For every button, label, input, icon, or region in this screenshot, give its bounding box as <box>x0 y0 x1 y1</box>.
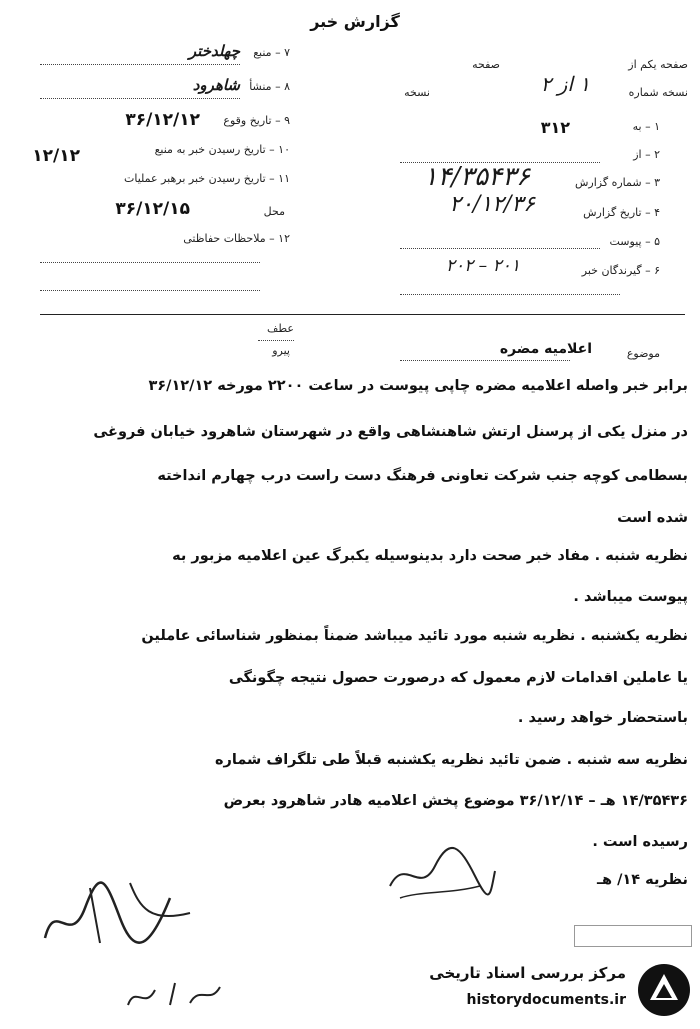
field-value-recipients: ۲۰۱ – ۲۰۲ <box>445 256 520 276</box>
field-value-to: ۳۱۲ <box>540 118 570 137</box>
field-label-source-receipt-date: ۱۰ – تاریخ رسیدن خبر به منبع <box>154 143 290 156</box>
field-label-place: محل <box>263 205 285 218</box>
subject-value: اعلامیه مضره <box>499 341 592 357</box>
field-label-event-date: ۹ – تاریخ وقوع <box>223 114 290 127</box>
watermark-url: historydocuments.ir <box>466 992 626 1008</box>
dotted-line <box>400 294 620 295</box>
field-suffix-copy: نسخه <box>404 86 430 99</box>
field-label-page: صفحه یکم از <box>628 58 688 71</box>
dotted-line <box>40 64 240 65</box>
field-label-report-date: ۴ – تاریخ گزارش <box>583 206 660 219</box>
field-value-source-receipt-date: ۱۲/۱۲ <box>32 146 80 166</box>
field-value-event-date: ۳۶/۱۲/۱۲ <box>125 110 200 130</box>
field-label-copy: نسخه شماره <box>628 86 688 99</box>
watermark <box>402 962 692 1022</box>
body-line: بسطامی کوچه جنب شرکت تعاونی فرهنگ دست راست درب چهارم انداخته <box>157 468 688 484</box>
signature-scribble <box>120 975 230 1015</box>
field-label-report-number: ۳ – شماره گزارش <box>574 176 660 189</box>
archive-stamp <box>574 925 692 947</box>
body-line: شده است <box>617 510 688 526</box>
dotted-line <box>40 262 260 263</box>
dotted-line <box>400 248 600 249</box>
document-title: گزارش خبر <box>310 12 400 31</box>
field-suffix-page: صفحه <box>472 58 500 71</box>
field-value-report-number: ۱۴/۳۵۴۳۶ <box>423 162 530 192</box>
header-separator <box>40 314 685 315</box>
field-label-security-notes: ۱۲ – ملاحظات حفاظتی <box>183 232 290 245</box>
watermark-persian: مرکز بررسی اسناد تاریخی <box>429 964 626 982</box>
body-line: پیوست میباشد . <box>573 589 688 605</box>
field-label-origin: ۸ – منشأ <box>249 80 290 93</box>
field-label-source: ۷ – منبع <box>253 46 290 59</box>
body-line: نظریه ۱۴/ هـ <box>597 872 688 888</box>
field-value-origin: شاهرود <box>192 76 240 94</box>
field-label-attachment: ۵ – پیوست <box>609 235 660 248</box>
field-value-report-date: ۲۰/۱۲/۳۶ <box>449 192 535 217</box>
field-label-ops-receipt-date: ۱۱ – تاریخ رسیدن خبر برهبر عملیات <box>124 172 290 185</box>
field-value-source: چهلدختر <box>188 42 240 60</box>
body-line: برابر خبر واصله اعلامیه مضره چاپی پیوست در ساعت ۲۲۰۰ مورخه ۳۶/۱۲/۱۲ <box>148 378 688 394</box>
body-line: رسیده است . <box>592 834 688 850</box>
dotted-line <box>40 290 260 291</box>
body-line: باستحضار خواهد رسید . <box>517 710 688 726</box>
body-line: یا عاملین اقدامات لازم معمول که درصورت حصول نتیجه چگونگی <box>228 670 688 686</box>
side-note-reference: عطف <box>267 322 294 335</box>
field-value-place: ۳۶/۱۲/۱۵ <box>115 199 190 219</box>
body-line: نظریه شنبه . مفاد خبر صحت دارد بدینوسیله یکبرگ عین اعلامیه مزبور به <box>172 548 688 564</box>
dotted-line <box>258 340 294 341</box>
field-value-copy: ۱ از ۲ <box>540 72 590 96</box>
body-line: نظریه سه شنبه . ضمن تائید نظریه یکشنبه قبلاً طی تلگراف شماره <box>214 752 688 768</box>
archive-logo-icon <box>636 962 692 1018</box>
side-note-following: پیرو <box>272 344 290 357</box>
body-line: در منزل یکی از پرسنل ارتش شاهنشاهی واقع در شهرستان شاهرود خیابان فروغی <box>93 424 688 440</box>
field-label-to: ۱ – به <box>632 120 660 133</box>
dotted-line <box>40 98 240 99</box>
field-label-recipients: ۶ – گیرندگان خبر <box>581 264 660 277</box>
signature-scribble <box>380 836 500 906</box>
field-label-from: ۲ – از <box>633 148 660 161</box>
dotted-line <box>400 360 570 361</box>
subject-label: موضوع <box>626 347 660 360</box>
body-line: نظریه یکشنبه . نظریه شنبه مورد تائید میباشد ضمناً بمنظور شناسائی عاملین <box>141 628 688 644</box>
body-line: ۱۴/۳۵۴۳۶ هـ – ۳۶/۱۲/۱۴ موضوع پخش اعلامیه هادر شاهرود بعرض <box>223 793 688 809</box>
signature-scribble <box>30 868 200 958</box>
